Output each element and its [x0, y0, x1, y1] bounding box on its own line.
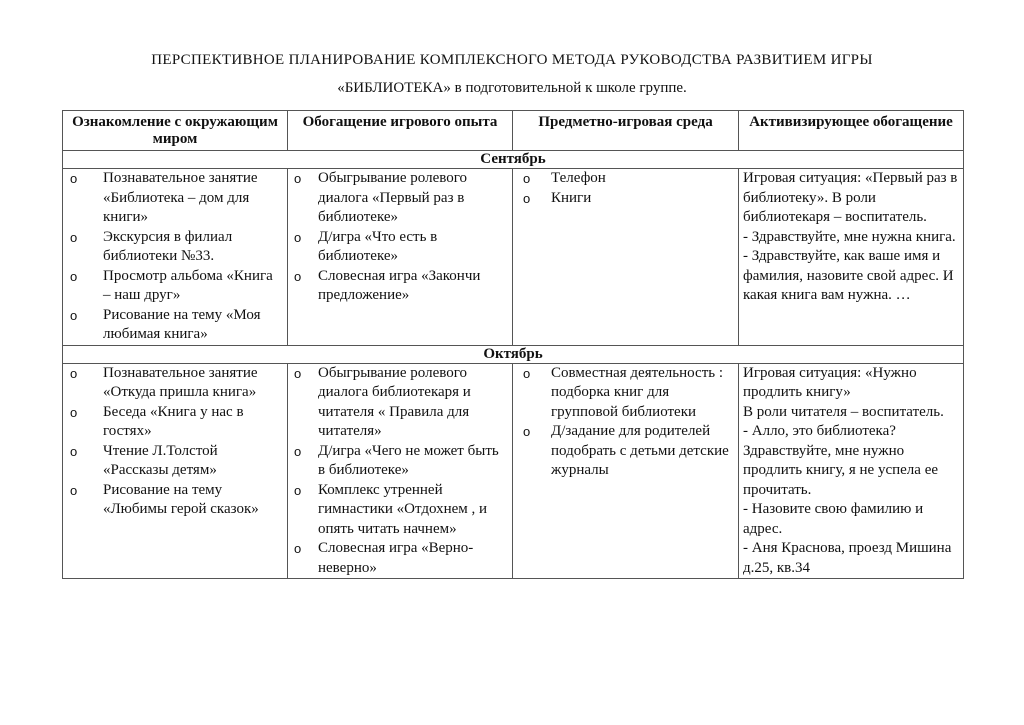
- list-item-text: Рисование на тему «Моя любимая книга»: [103, 306, 261, 342]
- list-item-text: Экскурсия в филиал библиотеки №33.: [103, 228, 233, 264]
- list-item: [292, 228, 508, 267]
- bullet-list: [517, 169, 734, 208]
- dialogue-line: Игровая ситуация: «Нужно продлить книгу»: [743, 364, 917, 400]
- table-cell: [513, 363, 739, 579]
- bullet-icon: o: [294, 171, 302, 186]
- bullet-list: [292, 169, 508, 306]
- bullet-list: [292, 364, 508, 579]
- list-item-text: Обыгрывание ролевого диалога библиотекаря и читателя « Правила для читателя»: [318, 364, 471, 439]
- table-cell: [739, 169, 964, 346]
- month-row: [63, 151, 964, 169]
- list-item-text: Познавательное занятие «Откуда пришла книга»: [103, 364, 258, 400]
- bullet-icon: o: [523, 365, 531, 381]
- bullet-icon: o: [70, 365, 78, 381]
- table-cell: [63, 363, 288, 579]
- list-item: [67, 169, 283, 228]
- list-item-text: Рисование на тему «Любимы герой сказок»: [103, 481, 259, 517]
- table-cell: [63, 169, 288, 346]
- list-item: [292, 442, 508, 481]
- dialogue-line: - Здравствуйте, как ваше имя и фамилия, назовите свой адрес. И какая книга вам нужна. …: [743, 248, 954, 303]
- list-item: [67, 306, 283, 345]
- bullet-icon: o: [294, 268, 302, 284]
- dialogue-line: - Алло, это библиотека? Здравствуйте, мне нужно продлить книгу, я не успела ее прочитать.: [743, 423, 939, 498]
- bullet-icon: o: [70, 268, 78, 284]
- bullet-icon: o: [294, 365, 302, 381]
- table-body: [63, 151, 964, 579]
- bullet-icon: o: [70, 229, 78, 245]
- list-item-text: Совместная деятельность : подборка книг для групповой библиотеки: [551, 364, 724, 420]
- bullet-icon: o: [523, 171, 531, 186]
- list-item-text: Познавательное занятие «Библиотека – дом для книги»: [103, 170, 258, 225]
- header-cell: Обогащение игрового опыта: [288, 111, 513, 151]
- dialogue-line: - Назовите свою фамилию и адрес.: [743, 501, 924, 537]
- bullet-icon: o: [70, 482, 78, 498]
- header-row: [63, 111, 964, 151]
- bullet-list: [67, 169, 283, 345]
- list-item: [67, 228, 283, 267]
- dialogue-line: В роли читателя – воспитатель.: [743, 403, 944, 420]
- month-label: Октябрь: [63, 345, 964, 363]
- bullet-icon: o: [523, 190, 531, 206]
- dialogue-line: - Аня Краснова, проезд Мишина д.25, кв.34: [743, 540, 952, 576]
- bullet-icon: o: [70, 443, 78, 459]
- header-cell: Предметно-игровая среда: [513, 111, 739, 151]
- list-item: [67, 267, 283, 306]
- list-item: [67, 364, 283, 403]
- dialogue-line: - Здравствуйте, мне нужна книга.: [743, 228, 956, 245]
- table-row: [63, 363, 964, 579]
- table-cell: [739, 363, 964, 579]
- page-subtitle: «БИБЛИОТЕКА» в подготовительной к школе группе.: [337, 80, 687, 96]
- month-row: [63, 345, 964, 363]
- list-item: [67, 403, 283, 442]
- list-item: [292, 267, 508, 306]
- list-item-text: Книги: [551, 189, 592, 206]
- list-item: [67, 481, 283, 520]
- bullet-list: [67, 364, 283, 520]
- dialogue-line: Игровая ситуация: «Первый раз в библиотеку». В роли библиотекаря – воспитатель.: [743, 170, 958, 225]
- month-label: Сентябрь: [63, 151, 964, 169]
- table-cell: [288, 363, 513, 579]
- list-item-text: Д/задание для родителей подобрать с детьми детские журналы: [551, 423, 729, 478]
- list-item: [67, 442, 283, 481]
- list-item-text: Словесная игра «Верно-неверно»: [318, 540, 474, 576]
- page-title: ПЕРСПЕКТИВНОЕ ПЛАНИРОВАНИЕ КОМПЛЕКСНОГО МЕТОДА РУКОВОДСТВА РАЗВИТИЕМ ИГРЫ: [151, 52, 873, 68]
- list-item: [517, 422, 734, 481]
- list-item-text: Беседа «Книга у нас в гостях»: [103, 403, 244, 439]
- planning-table: [62, 110, 964, 579]
- bullet-icon: o: [294, 229, 302, 245]
- header-cell: Активизирующее обогащение: [739, 111, 964, 151]
- bullet-icon: o: [294, 482, 302, 498]
- list-item-text: Просмотр альбома «Книга – наш друг»: [103, 267, 273, 303]
- bullet-icon: o: [294, 541, 302, 556]
- list-item: [517, 364, 734, 423]
- list-item: [292, 539, 508, 578]
- list-item-text: Словесная игра «Закончи предложение»: [318, 267, 481, 303]
- bullet-icon: o: [523, 424, 531, 439]
- bullet-list: [517, 364, 734, 481]
- list-item-text: Телефон: [551, 170, 606, 186]
- table-cell: [513, 169, 739, 346]
- list-item: [517, 189, 734, 209]
- bullet-icon: o: [70, 307, 78, 323]
- list-item-text: Чтение Л.Толстой «Рассказы детям»: [103, 442, 218, 478]
- bullet-icon: o: [70, 171, 78, 186]
- list-item-text: Обыгрывание ролевого диалога «Первый раз в библиотеке»: [318, 170, 467, 225]
- bullet-icon: o: [294, 443, 302, 459]
- list-item: [292, 364, 508, 442]
- bullet-icon: o: [70, 404, 78, 420]
- list-item: [517, 169, 734, 189]
- header-cell: Ознакомление с окружающим миром: [63, 111, 288, 151]
- table-cell: [288, 169, 513, 346]
- list-item: [292, 169, 508, 228]
- list-item: [292, 481, 508, 540]
- list-item-text: Д/игра «Что есть в библиотеке»: [318, 228, 438, 264]
- table-row: [63, 169, 964, 346]
- list-item-text: Д/игра «Чего не может быть в библиотеке»: [318, 442, 499, 478]
- list-item-text: Комплекс утренней гимнастики «Отдохнем , и опять читать начнем»: [318, 481, 488, 537]
